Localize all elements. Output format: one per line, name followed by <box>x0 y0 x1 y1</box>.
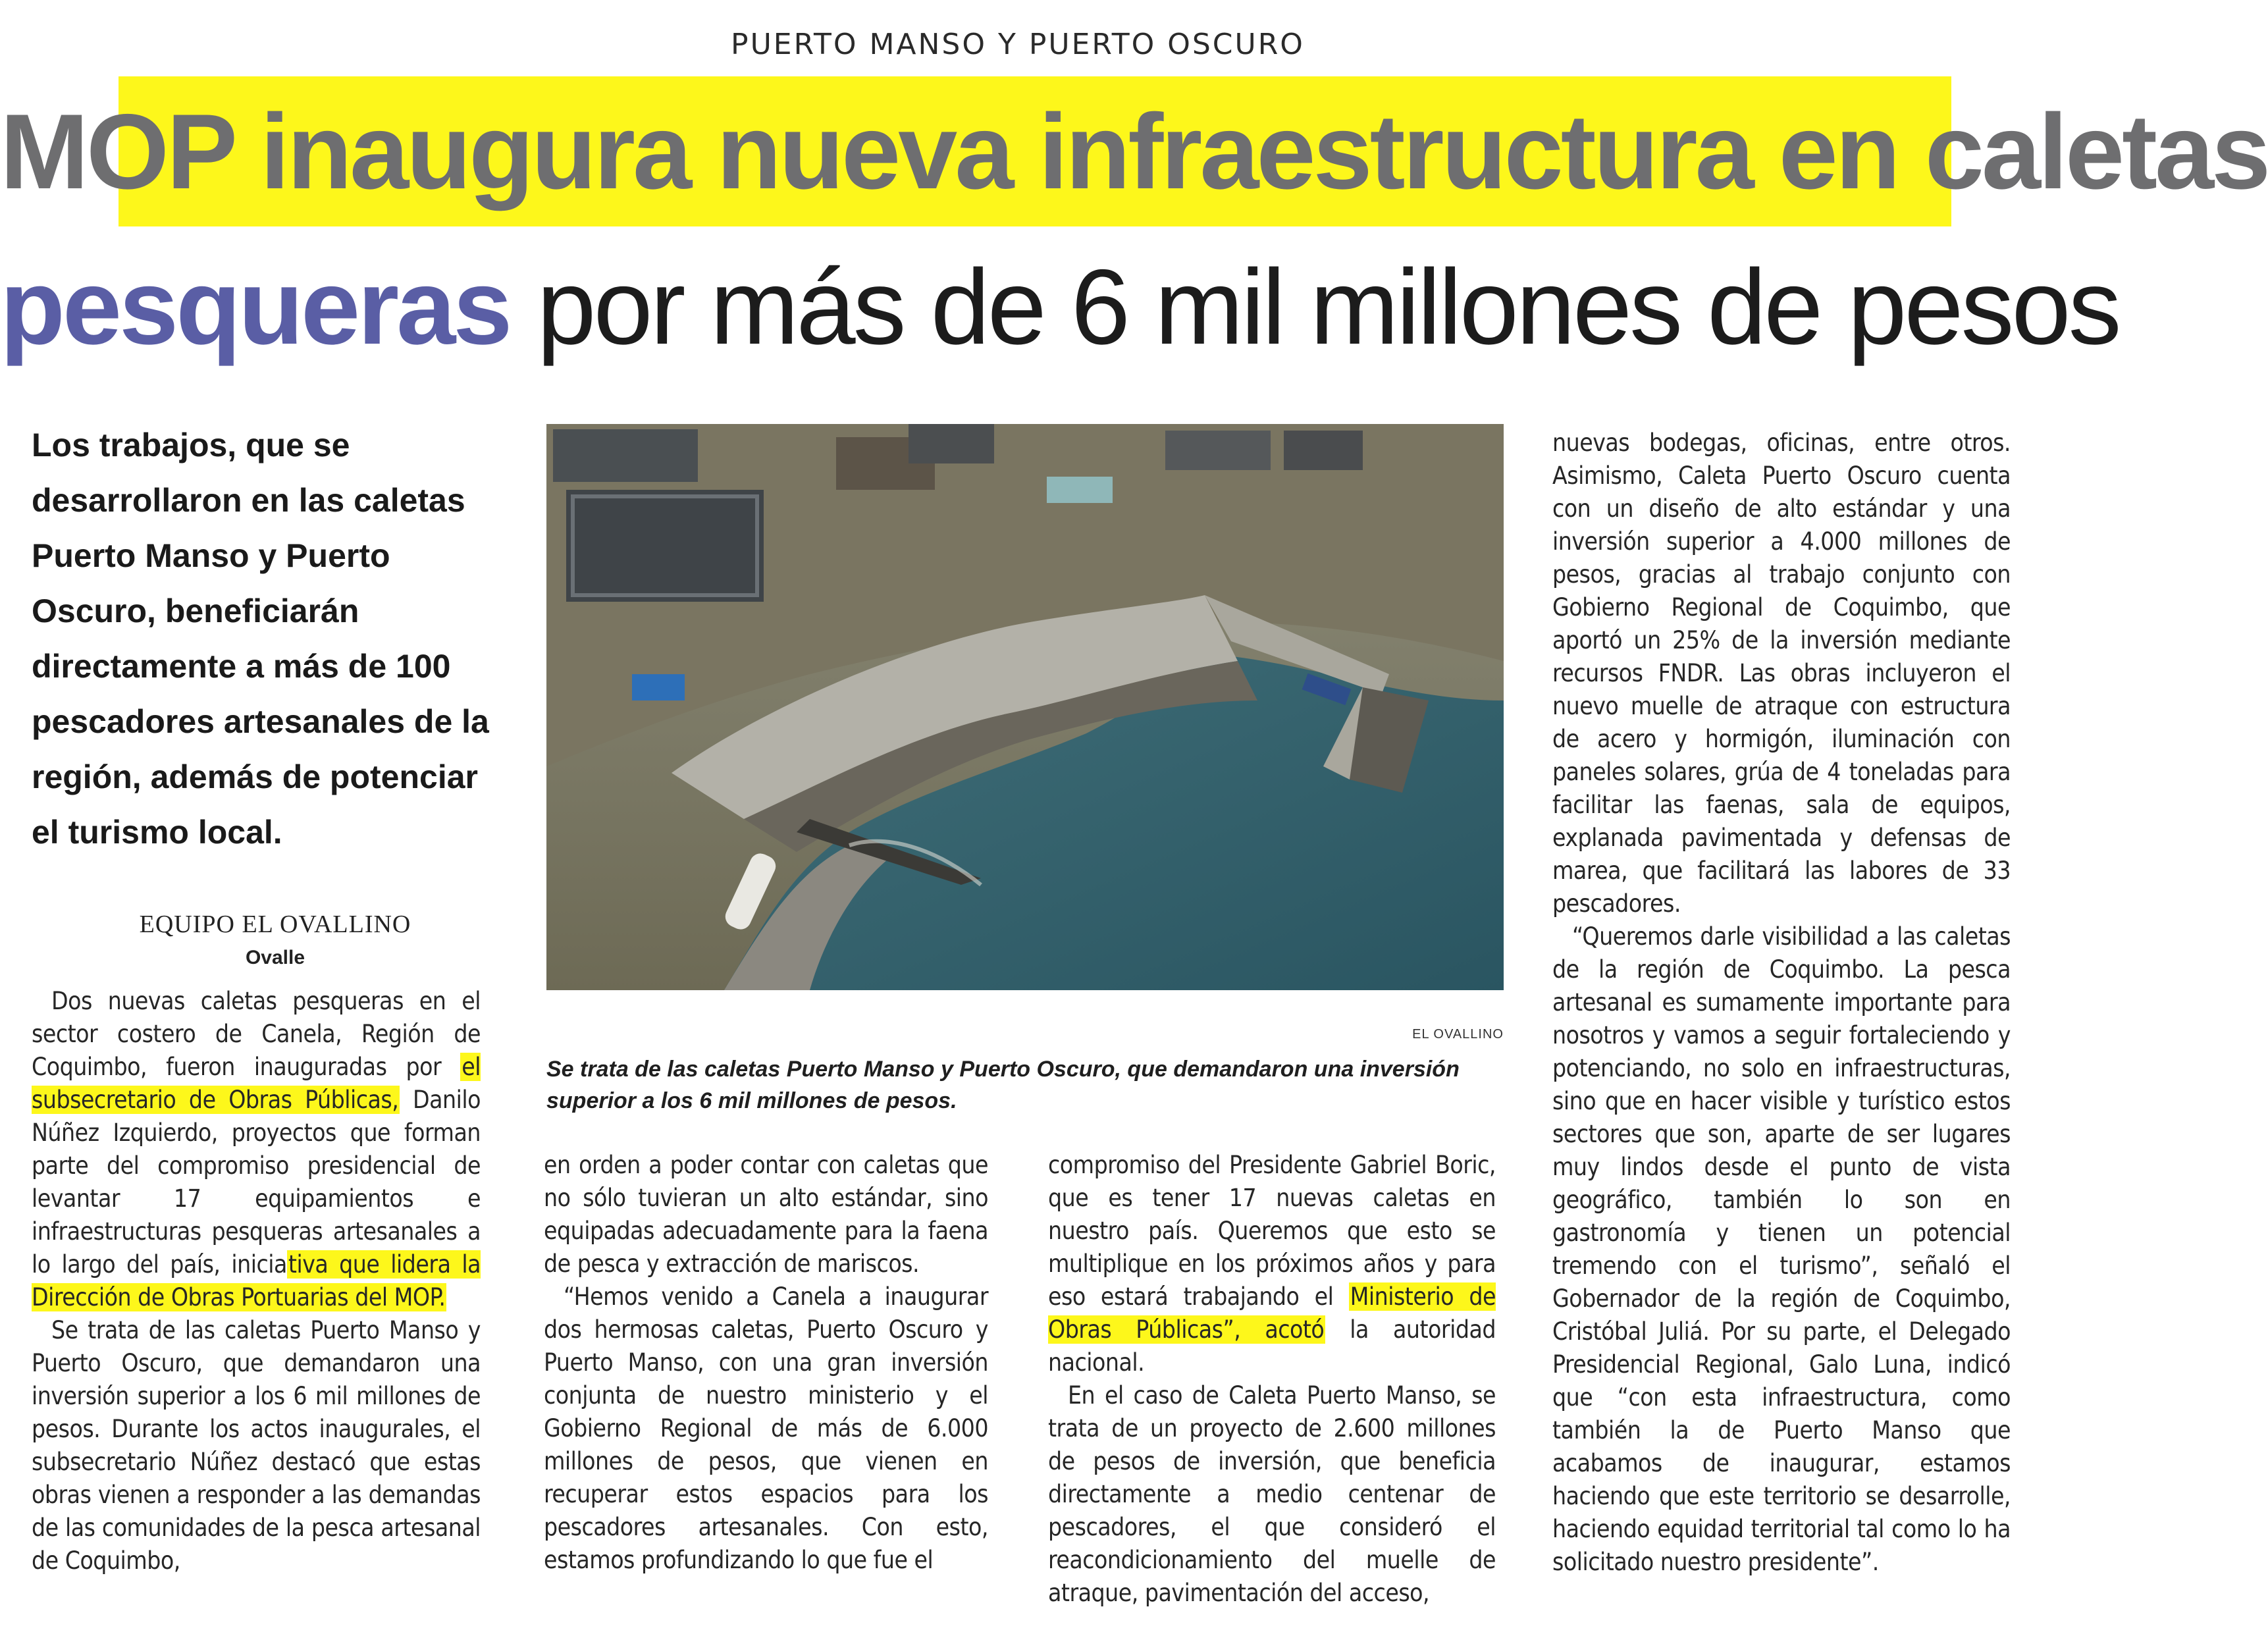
aerial-photo-image <box>546 424 1504 990</box>
body-paragraph <box>32 985 481 1314</box>
body-column-3 <box>1048 1149 1496 1610</box>
headline-accent-word: pesqueras <box>0 248 510 367</box>
body-column-4 <box>1552 427 2011 1579</box>
headline-line-1: MOP inaugura nueva infraestructura en caletas <box>0 92 2268 211</box>
section-kicker: PUERTO MANSO Y PUERTO OSCURO <box>731 28 1305 61</box>
body-column-2 <box>544 1149 988 1577</box>
body-paragraph: Se trata de las caletas Puerto Manso y Puerto Oscuro, que demandaron una inversión superior a los 6 mil millones de pesos. Durante los actos inaugurales, el subsecretario Núñez destacó que estas obras vienen a responder a las demandas de las comunidades de la pesca artesanal de Coquimbo, <box>32 1316 481 1575</box>
highlighted-text: Ministerio de Obras Públicas”, acotó <box>1048 1282 1496 1344</box>
highlighted-text: tiva que lidera la Dirección de Obras Portuarias del MOP. <box>32 1250 481 1311</box>
dateline: Ovalle <box>245 947 305 968</box>
body-text: Danilo Núñez Izquierdo, proyectos que forman parte del compromiso presidencial de levantar 17 equipamientos e infraestructuras pesqueras artesanales a lo largo del país, inicia <box>32 1086 481 1279</box>
headline-line-2-rest: por más de 6 mil millones de pesos <box>510 248 2119 367</box>
highlighted-text: el subsecretario de Obras Públicas, <box>32 1053 481 1114</box>
body-paragraph: “Queremos darle visibilidad a las caletas de la región de Coquimbo. La pesca artesanal es sumamente importante para nosotros y vamos a seguir fortaleciendo y potenciando, no solo en infraestructuras, sino que en hacer visible y turístico estos sectores que son, aparte de ser lugares muy lindos desde el punto de vista geográfico, también lo son en gastronomía y tienen un potencial tremendo con el turismo”, señaló el Gobernador de la región de Coquimbo, Cristóbal Juliá. Por su parte, el Delegado Presidencial Regional, Galo Luna, indicó que “con esta infraestructura, como también la de Puerto Manso que acabamos de inaugurar, estamos haciendo que este territorio se desarrolle, haciendo equidad territorial tal como lo ha solicitado nuestro presidente”. <box>1552 922 2011 1576</box>
body-paragraph: en orden a poder contar con caletas que no sólo tuvieran un alto estándar, sino equipadas adecuadamente para la faena de pesca y extracción de mariscos. <box>544 1151 988 1278</box>
byline: EQUIPO EL OVALLINO <box>139 911 411 938</box>
lede-paragraph: Los trabajos, que se desarrollaron en las caletas Puerto Manso y Puerto Oscuro, beneficiarán directamente a más de 100 pescadores artesanales de la región, además de potenciar el turismo local. <box>32 427 489 851</box>
body-text: compromiso del Presidente Gabriel Boric, que es tener 17 nuevas caletas en nuestro país. Queremos que esto se multiplique en los próximos años y para eso estará trabajando el <box>1048 1151 1496 1311</box>
body-paragraph <box>1048 1149 1496 1379</box>
photo-credit: EL OVALLINO <box>1412 1027 1504 1042</box>
headline-line-2 <box>0 248 2119 367</box>
body-paragraph: nuevas bodegas, oficinas, entre otros. Asimismo, Caleta Puerto Oscuro cuenta con un diseño de alto estándar y una inversión superior a 4.000 millones de pesos, gracias al trabajo conjunto con Gobierno Regional de Coquimbo, que aportó un 25% de la inversión mediante recursos FNDR. Las obras incluyeron el nuevo muelle de atraque con estructura de acero y hormigón, iluminación con paneles solares, grúa de 4 toneladas para facilitar las faenas, sala de equipos, explanada pavimentada y defensas de marea, que facilitará las labores de 33 pescadores. <box>1552 429 2011 918</box>
body-text: la autoridad nacional. <box>1048 1315 1496 1377</box>
body-column-1 <box>32 985 481 1577</box>
body-text: Dos nuevas caletas pesqueras en el sector costero de Canela, Región de Coquimbo, fueron inauguradas por <box>32 987 481 1081</box>
aerial-photo <box>546 424 1504 990</box>
photo-caption: Se trata de las caletas Puerto Manso y Puerto Oscuro, que demandaron una inversión superior a los 6 mil millones de pesos. <box>546 1057 1460 1113</box>
body-paragraph: En el caso de Caleta Puerto Manso, se trata de un proyecto de 2.600 millones de pesos de inversión, que beneficia directamente a medio centenar de pescadores, el que consideró el reacondicionamiento del muelle de atraque, pavimentación del acceso, <box>1048 1381 1496 1607</box>
body-paragraph: “Hemos venido a Canela a inaugurar dos hermosas caletas, Puerto Oscuro y Puerto Manso, con una gran inversión conjunta de nuestro ministerio y el Gobierno Regional de más de 6.000 millones de pesos, que vienen en recuperar estos espacios para los pescadores artesanales. Con esto, estamos profundizando lo que fue el <box>544 1282 988 1574</box>
